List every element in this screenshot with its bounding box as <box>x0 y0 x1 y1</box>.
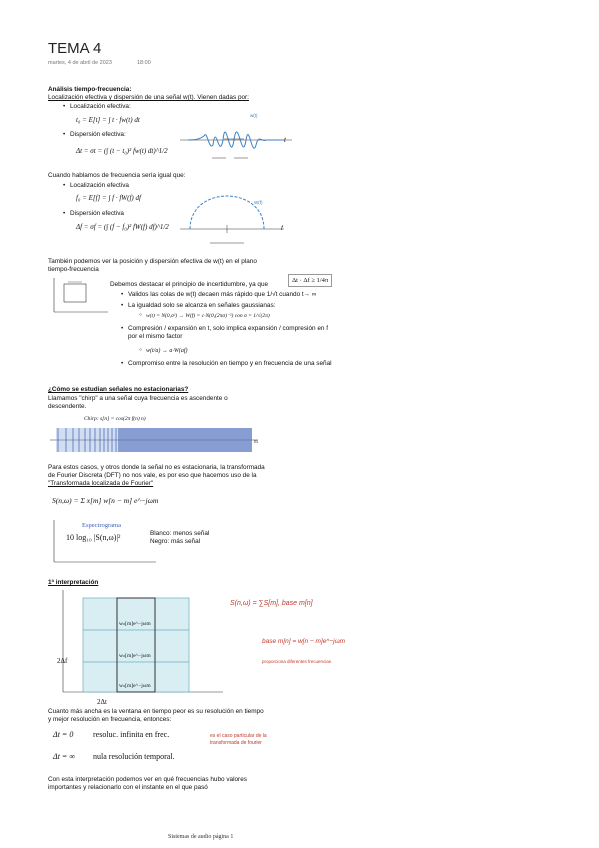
page-title: TEMA 4 <box>48 40 102 57</box>
spectrogram-title: Espectrograma <box>82 522 121 529</box>
formula-f0: f₀ = E[f] = ∫ f · fW(f) df <box>76 194 141 202</box>
chirp-label: Chirp: s[n] = cos(2π f(n) n) <box>84 416 146 422</box>
grid-label-df: 2Δf <box>57 657 68 665</box>
conclusion-text-1: Con esta interpretación podemos ver en qué frecuencias hubo valores <box>48 776 247 783</box>
section-heading-interpretation: 1ª interpretación <box>48 579 99 586</box>
plane-text-2: tiempo-frecuencia <box>48 266 99 273</box>
dft-text-1: Para estos casos, y otros donde la señal no es estacionaria, la transformada <box>48 464 265 471</box>
equation-2: Δt = ∞ <box>53 752 76 761</box>
section-heading-nonstationary: ¿Cómo se estudian señales no estacionarias? <box>48 386 189 393</box>
axis-f-label: f <box>281 225 283 232</box>
grid-cell-top: wₙ[m]e^−jωm <box>119 621 151 627</box>
condition-compromise: • Compromiso entre la resolución en tiempo y en frecuencia de una señal <box>128 360 332 368</box>
dft-text-2: de Fourier Discreta (DFT) no nos vale, es por eso que hacemos uso de la <box>48 472 257 479</box>
equation-1-text: resoluc. infinita en frec. <box>93 730 170 739</box>
window-text-1: Cuanto más ancha es la ventana en tiempo peor es su resolución en tiempo <box>48 708 264 715</box>
equation-2-text: nula resolución temporal. <box>93 752 175 761</box>
intro-text-content: Localización efectiva y dispersión de una señal w(t). Vienen dadas por: <box>48 94 249 101</box>
condition-scaling-2: por el mismo factor <box>128 333 183 340</box>
formula-dt: Δt = σt = (∫ (t − t₀)² fw(t) dt)^1/2 <box>76 147 168 155</box>
bullet-freq-disp: • Dispersión efectiva <box>70 210 124 218</box>
page-time: 18:00 <box>137 60 151 66</box>
freq-intro: Cuando hablamos de frecuencia sería igual que: <box>48 172 186 179</box>
wavelet-figure <box>180 103 295 168</box>
wavelet-label: w(t) <box>250 113 258 118</box>
handwritten-side-note: proporciona diferentes frecuencias <box>262 659 332 664</box>
grid-label-dt: 2Δt <box>97 698 107 706</box>
bullet-freq-loc: • Localización efectiva <box>70 182 129 190</box>
svg-text:m: m <box>254 440 258 445</box>
gaussian-formula: ○ w(t) = N(0,σ²) → W(f) = c·N(0,(2πσ)⁻²) con σ = 1/√(2π) <box>146 312 270 320</box>
intro-text <box>48 94 249 102</box>
dft-text-3: "Transformada localizada de Fourier" <box>48 480 154 487</box>
spectrum-figure <box>180 185 290 255</box>
stft-formula: S(n,ω) = Σ x[m] w[n − m] e^−jωm <box>52 496 159 505</box>
grid-cell-bottom: wₙ[m]e^−jωm <box>119 683 151 689</box>
chirp-text-1: Llamamos "chirp" a una señal cuya frecuencia es ascendente o <box>48 395 228 402</box>
uncertainty-text: Debemos destacar el principio de incertidumbre, ya que <box>110 281 269 288</box>
handwritten-formula-1: S(n,ω) = ∑S[m], base m[n] <box>230 600 313 607</box>
condition-scaling-1: • Compresión / expansión en t, solo implica expansión / compresión en f <box>128 325 328 333</box>
spectrum-label: W(f) <box>254 200 263 205</box>
page-date: martes, 4 de abril de 2023 <box>48 60 112 66</box>
bullet-disp-effective: • Dispersión efectiva: <box>70 131 126 139</box>
formula-df: Δf = σf = (∫ (f − f₀)² fW(f) df)^1/2 <box>76 223 169 231</box>
conclusion-text-2: importantes y relacionarlo con el instante en el que pasó <box>48 784 208 791</box>
grid-cell-middle: wₙ[m]e^−jωm <box>119 653 151 659</box>
section-heading-analysis: Análisis tiempo-frecuencia: <box>48 86 132 93</box>
spectrogram-formula: 10 log₁₀ |S(n,ω)|² <box>66 533 121 542</box>
bullet-loc-effective: • Localización efectiva: <box>70 103 131 111</box>
formula-t0: t₀ = E[t] = ∫ t · fw(t) dt <box>76 116 140 124</box>
chirp-figure <box>48 412 262 457</box>
condition-tails: • Validos las colas de w(t) decaen más rápido que 1/√t cuando t→ ∞ <box>128 291 316 299</box>
chirp-text-2: descendente. <box>48 403 87 410</box>
handwritten-fourier-note: es el caso particular de la transformada de fourier <box>210 733 267 746</box>
condition-gaussian: • La igualdad solo se alcanza en señales gaussianas: <box>128 302 275 310</box>
legend-white: Blanco: menos señal <box>150 530 210 537</box>
axis-t-label: t <box>284 137 286 144</box>
tf-plane-small <box>50 276 110 320</box>
plane-text-1: También podemos ver la posición y dispersión efectiva de w(t) en el plano <box>48 258 257 265</box>
handwritten-formula-2: base m[n] = w[n − m]e^−jωm <box>262 638 346 645</box>
uncertainty-formula: Δt · Δf ≥ 1/4π <box>288 274 332 287</box>
window-text-2: y mejor resolución en frecuencia, entonces: <box>48 716 172 723</box>
equation-1: Δt = 0 <box>53 730 74 739</box>
legend-black: Negro: más señal <box>150 538 201 545</box>
scaling-formula: ○ w(t/a) → a·W(af) <box>146 347 188 355</box>
page-footer: Sistemas de audio página 1 <box>168 834 234 840</box>
